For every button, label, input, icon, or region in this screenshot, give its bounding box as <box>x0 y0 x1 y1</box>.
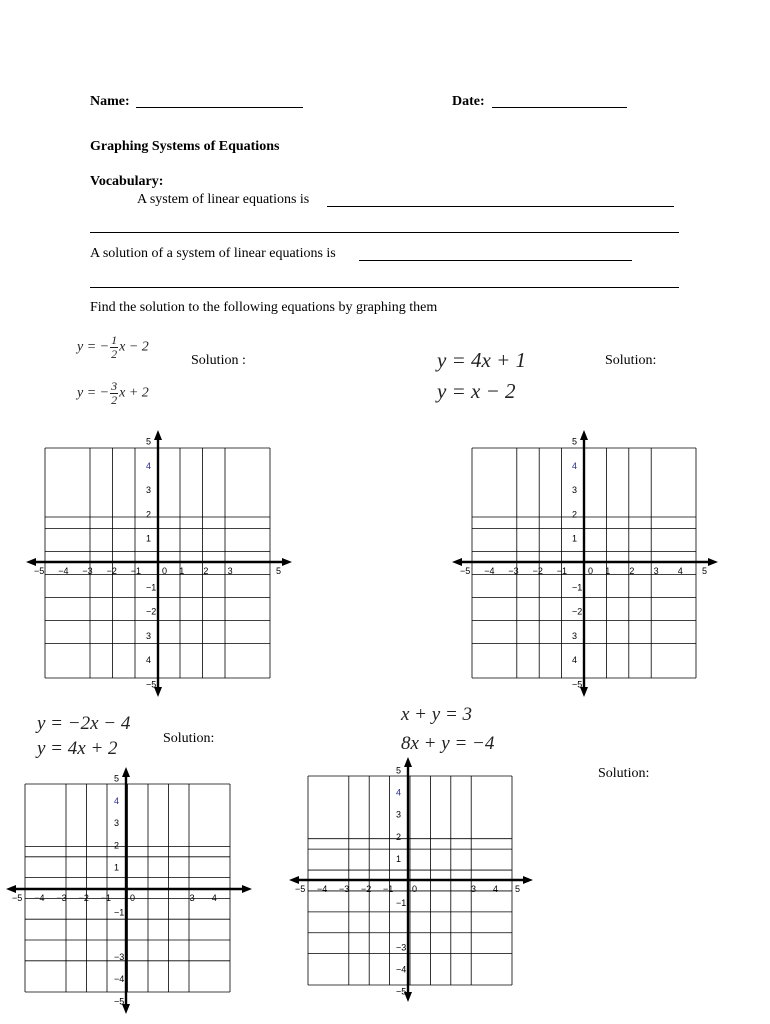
problem4-eq2: 8x + y = −4 <box>401 733 495 754</box>
solution-blank[interactable] <box>359 260 632 261</box>
y-tick-label: 1 <box>396 853 402 864</box>
problem1-solution-label: Solution : <box>191 353 246 368</box>
y-tick-label: 4 <box>146 460 152 471</box>
x-tick-label: 3 <box>653 566 659 576</box>
y-tick-label: −5 <box>146 679 157 690</box>
vocabulary-heading: Vocabulary: <box>90 174 164 189</box>
x-tick-label: −2 <box>361 884 372 894</box>
x-tick-label: −5 <box>295 884 306 894</box>
problem3-eq1: y = −2x − 4 <box>37 713 131 734</box>
x-tick-label: −3 <box>82 566 93 576</box>
x-axis-arrow-right <box>282 558 292 566</box>
y-tick-label: 3 <box>114 818 120 829</box>
name-blank[interactable] <box>136 107 303 108</box>
y-axis-arrow-up <box>154 430 162 440</box>
y-tick-label: −3 <box>396 942 407 953</box>
name-label: Name: <box>90 94 130 109</box>
y-tick-label: 2 <box>572 509 578 520</box>
x-axis-arrow-right <box>708 558 718 566</box>
x-tick-label: 1 <box>179 566 185 576</box>
instructions: Find the solution to the following equations by graphing them <box>90 300 438 315</box>
x-tick-label: −2 <box>532 566 543 576</box>
problem3-solution-label: Solution: <box>163 731 215 746</box>
x-tick-label: −4 <box>34 893 45 903</box>
problem1-coordinate-grid[interactable] <box>24 425 294 700</box>
date-label: Date: <box>452 94 485 109</box>
x-axis-arrow-left <box>26 558 36 566</box>
x-tick-label: 5 <box>702 566 708 576</box>
system-blank-line-2[interactable] <box>90 232 679 233</box>
x-tick-label: 3 <box>227 566 233 576</box>
x-tick-label: −3 <box>508 566 519 576</box>
y-tick-label: −5 <box>396 986 407 997</box>
x-tick-label: −4 <box>58 566 69 576</box>
problem1-eq2: y = − $\frac{3}{2}$ x + 2 <box>77 379 149 407</box>
x-tick-label: 2 <box>629 566 635 576</box>
y-tick-label: −1 <box>114 907 125 918</box>
x-tick-label: −4 <box>484 566 495 576</box>
x-axis-arrow-left <box>6 885 16 893</box>
problem3-eq2: y = 4x + 2 <box>37 738 118 759</box>
x-tick-label: 0 <box>412 884 418 894</box>
x-tick-label: 4 <box>493 884 499 894</box>
y-tick-label: 4 <box>146 655 152 666</box>
y-tick-label: 2 <box>114 840 120 851</box>
x-tick-label: 3 <box>471 884 477 894</box>
x-tick-label: 0 <box>588 566 594 576</box>
system-blank[interactable] <box>327 206 674 207</box>
x-tick-label: −1 <box>383 884 394 894</box>
problem2-eq1: y = 4x + 1 <box>437 348 526 372</box>
x-tick-label: 4 <box>677 566 683 576</box>
date-blank[interactable] <box>492 107 627 108</box>
y-tick-label: 3 <box>572 485 578 496</box>
x-axis-arrow-right <box>242 885 252 893</box>
y-tick-label: 1 <box>572 533 578 544</box>
x-tick-label: −3 <box>339 884 350 894</box>
y-axis-arrow-up <box>122 767 130 777</box>
y-tick-label: 3 <box>146 630 152 641</box>
problem3-coordinate-grid[interactable] <box>4 765 254 1017</box>
problem1-eq1: y = − $\frac{1}{2}$ x − 2 <box>77 333 149 361</box>
y-tick-label: −2 <box>572 606 583 617</box>
problem2-eq2: y = x − 2 <box>437 379 516 403</box>
system-prompt: A system of linear equations is <box>137 192 310 207</box>
y-tick-label: 1 <box>114 862 120 873</box>
y-tick-label: 2 <box>396 831 402 842</box>
y-axis-arrow-up <box>404 757 412 767</box>
y-tick-label: 5 <box>146 436 152 447</box>
x-tick-label: 0 <box>130 893 136 903</box>
x-tick-label: −1 <box>130 566 142 576</box>
y-tick-label: 4 <box>396 787 402 798</box>
x-tick-label: −1 <box>556 566 568 576</box>
x-tick-label: −5 <box>34 566 45 576</box>
x-tick-label: 5 <box>515 884 521 894</box>
problem4-solution-label: Solution: <box>598 766 650 781</box>
solution-prompt: A solution of a system of linear equations is <box>90 246 336 261</box>
x-axis-arrow-right <box>523 876 533 884</box>
y-tick-label: 5 <box>572 436 578 447</box>
x-tick-label: −5 <box>12 893 23 903</box>
x-tick-label: −4 <box>317 884 328 894</box>
x-tick-label: 2 <box>203 566 209 576</box>
x-tick-label: 4 <box>211 893 217 903</box>
y-tick-label: −4 <box>114 974 125 985</box>
y-tick-label: 1 <box>146 533 152 544</box>
y-tick-label: −5 <box>114 996 125 1007</box>
x-tick-label: 1 <box>605 566 611 576</box>
y-tick-label: −2 <box>146 606 157 617</box>
x-axis-arrow-left <box>289 876 299 884</box>
y-tick-label: 2 <box>146 509 152 520</box>
solution-blank-line-2[interactable] <box>90 287 679 288</box>
y-tick-label: −1 <box>146 582 157 593</box>
y-tick-label: 4 <box>572 460 578 471</box>
y-tick-label: 5 <box>114 773 120 784</box>
problem2-coordinate-grid[interactable] <box>450 425 720 700</box>
y-axis-arrow-up <box>580 430 588 440</box>
y-tick-label: −1 <box>396 898 407 909</box>
x-tick-label: 3 <box>189 893 195 903</box>
problem4-eq1: x + y = 3 <box>401 704 473 725</box>
y-tick-label: 3 <box>146 485 152 496</box>
y-tick-label: 4 <box>572 655 578 666</box>
x-tick-label: −1 <box>100 893 112 903</box>
y-tick-label: 3 <box>396 809 402 820</box>
y-tick-label: 5 <box>396 765 402 776</box>
x-tick-label: 5 <box>276 566 282 576</box>
x-tick-label: −2 <box>106 566 117 576</box>
worksheet-title: Graphing Systems of Equations <box>90 139 280 154</box>
problem4-coordinate-grid[interactable] <box>287 755 535 1005</box>
y-tick-label: −3 <box>114 951 125 962</box>
y-tick-label: 4 <box>114 795 120 806</box>
y-tick-label: −4 <box>396 964 407 975</box>
x-tick-label: 0 <box>162 566 168 576</box>
x-tick-label: −3 <box>56 893 67 903</box>
y-tick-label: −5 <box>572 679 583 690</box>
x-tick-label: −5 <box>460 566 471 576</box>
problem2-solution-label: Solution: <box>605 353 657 368</box>
y-tick-label: 3 <box>572 630 578 641</box>
y-tick-label: −1 <box>572 582 583 593</box>
x-tick-label: −2 <box>78 893 89 903</box>
x-axis-arrow-left <box>452 558 462 566</box>
